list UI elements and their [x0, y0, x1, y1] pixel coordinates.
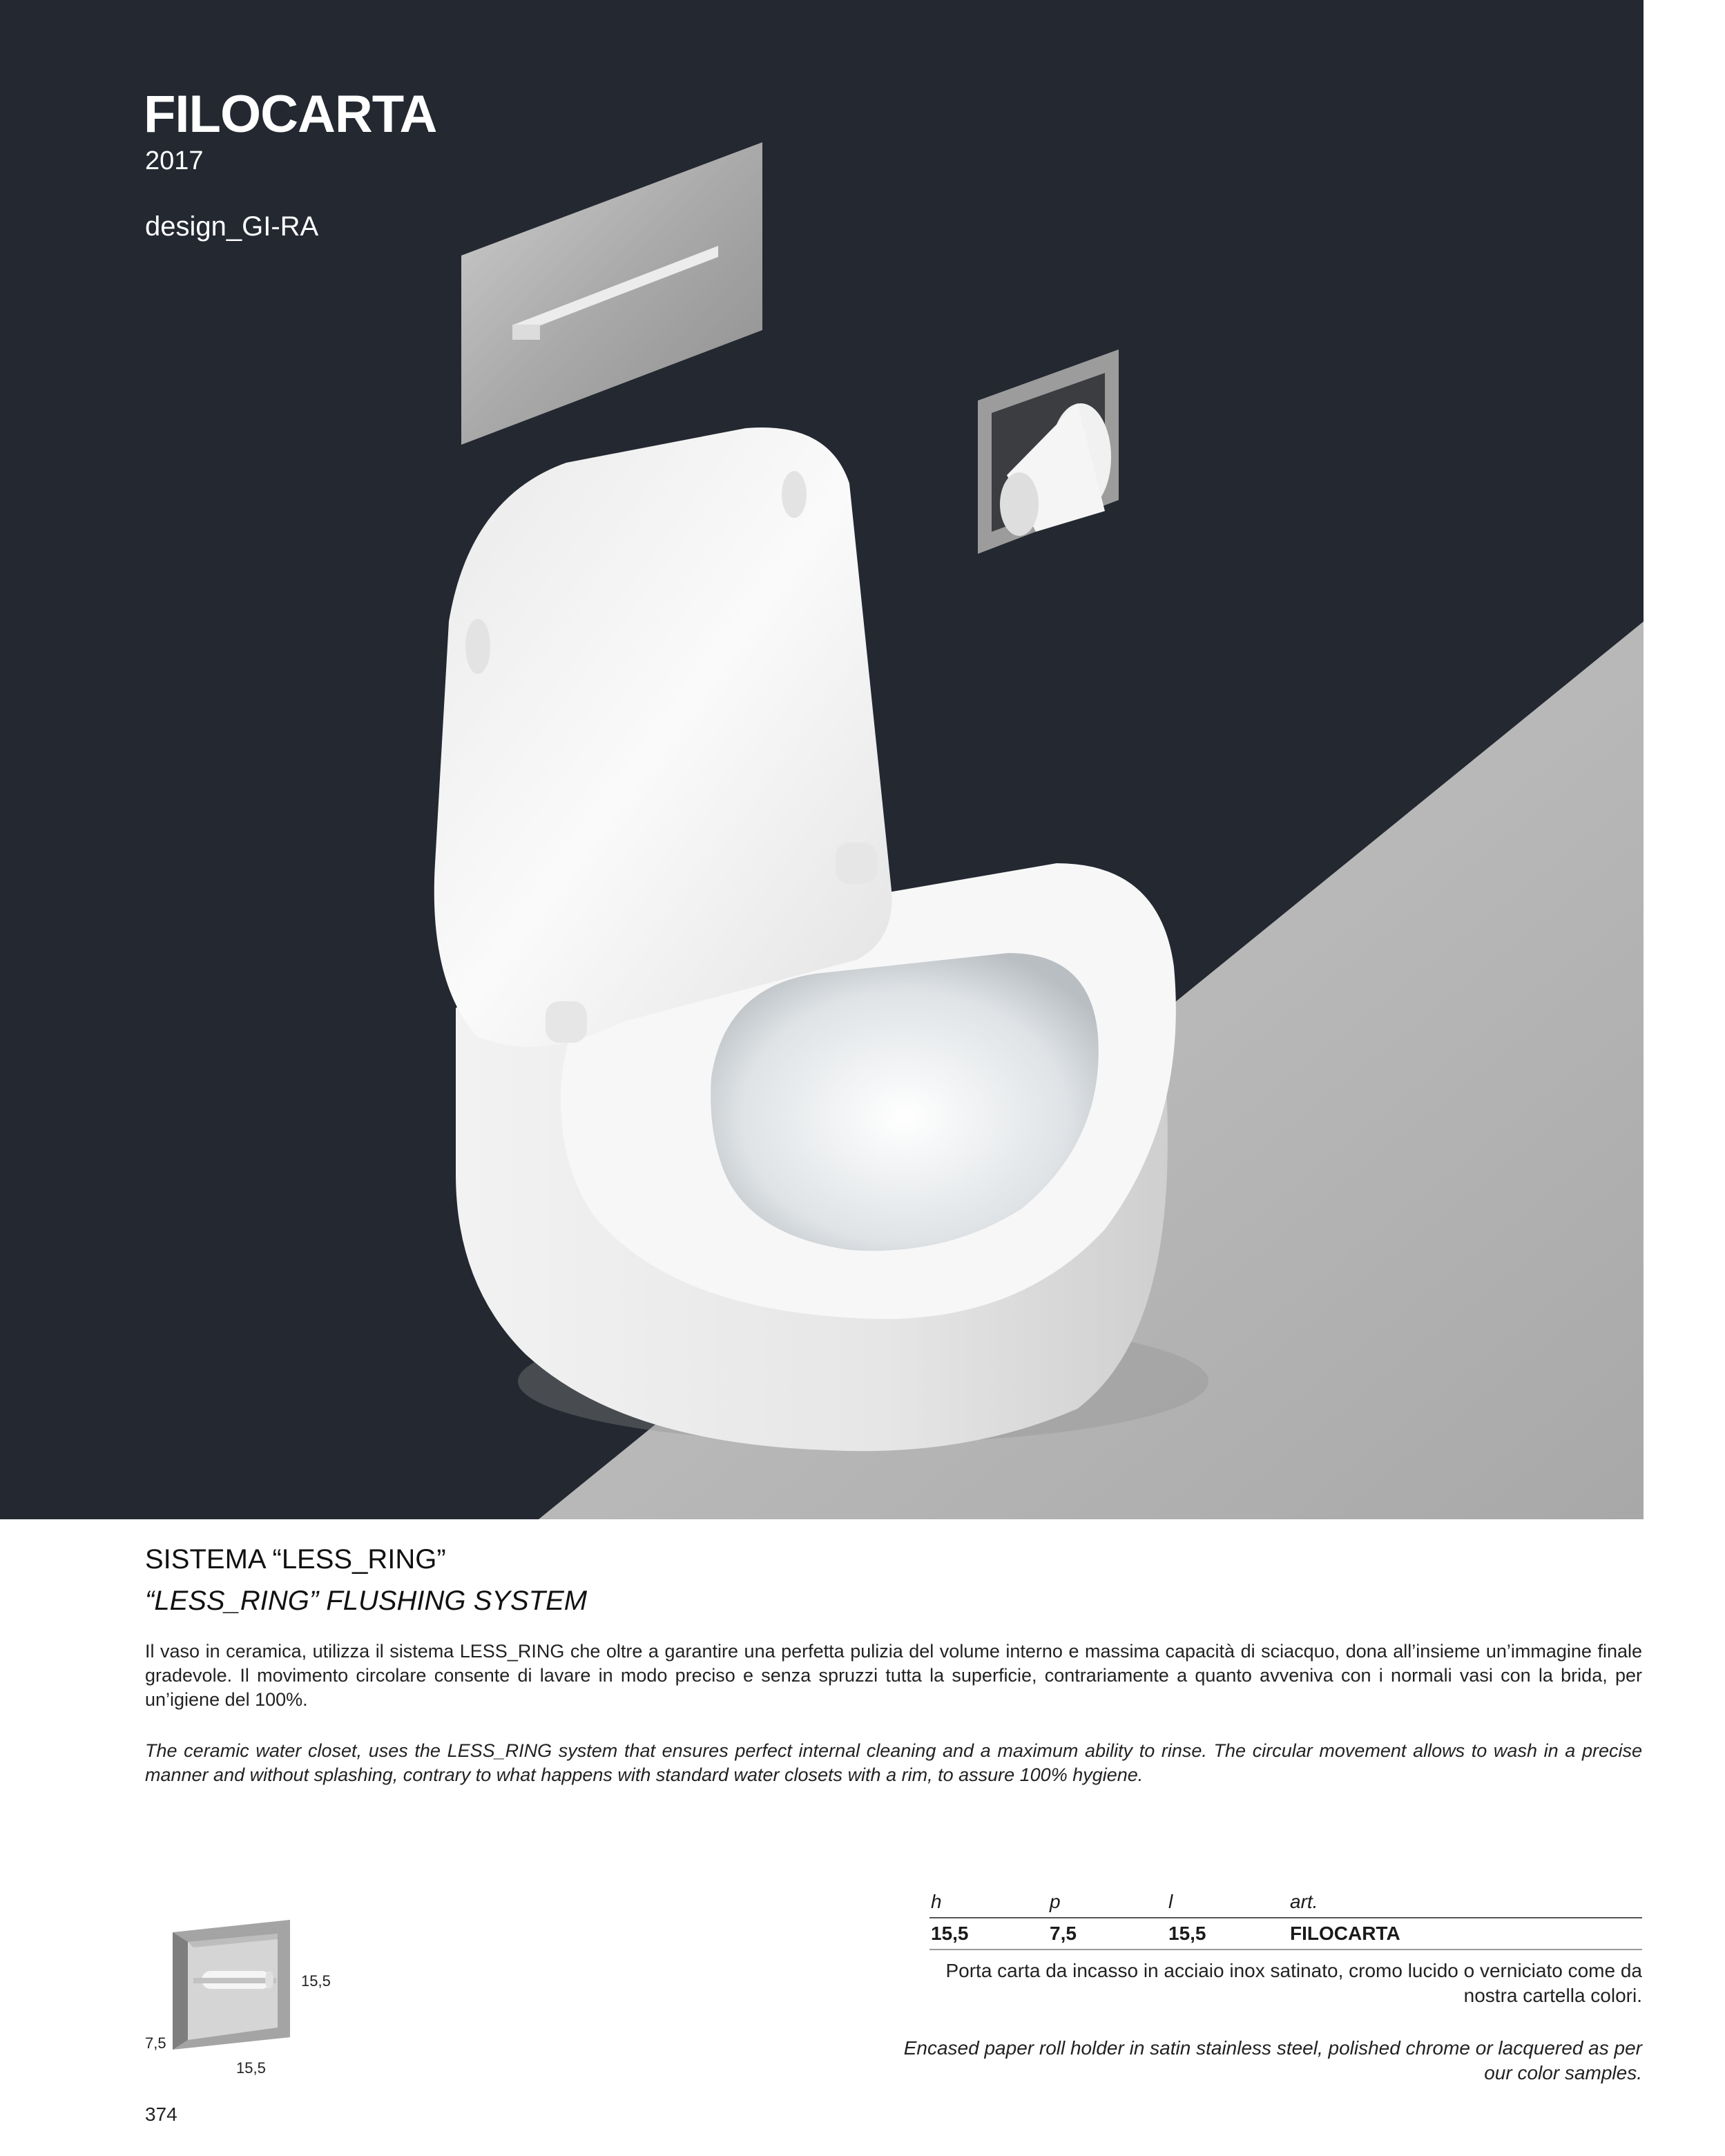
spec-cell-art: FILOCARTA: [1289, 1918, 1642, 1950]
spec-header-l: l: [1167, 1891, 1289, 1918]
page-number: 374: [145, 2104, 177, 2125]
spec-cell-h: 15,5: [929, 1918, 1048, 1950]
designer-credit: design_GI-RA: [145, 211, 319, 242]
product-title: FILOCARTA: [144, 85, 437, 144]
spec-header-h: h: [929, 1891, 1048, 1918]
paragraph-english: The ceramic water closet, uses the LESS_RING system that ensures perfect internal cleaning and a maximum ability to rinse. The circular movement allows to wash in a precise manner and without splashing, contrary to what happens with standard water closets with a rim, to assure 100% hygiene.: [145, 1740, 1642, 1785]
description-english: Encased paper roll holder in satin stainless steel, polished chrome or lacquered as per our color samples.: [903, 2037, 1642, 2083]
paragraph-italian: Il vaso in ceramica, utilizza il sistema LESS_RING che oltre a garantire una perfetta pulizia del volume interno e massima capacità di sciacquo, dona all’insieme un’immagine finale gradevole. Il movimento circolare consente di lavare in modo preciso e senza spruzzi tutta la superficie, contrariamente a quanto avveniva con i normali vasi con la brida, per un’igiene del 100%.: [145, 1641, 1642, 1710]
dim-height-label: 15,5: [301, 1972, 331, 1990]
spec-header-art: art.: [1289, 1891, 1642, 1918]
spec-table: [929, 1891, 1642, 1950]
table-row: [929, 1918, 1642, 1950]
spec-cell-l: 15,5: [1167, 1918, 1289, 1950]
section-title: SISTEMA “LESS_RING”: [145, 1544, 446, 1575]
spec-header-p: p: [1048, 1891, 1167, 1918]
spec-header-row: [929, 1891, 1642, 1918]
dim-depth-label: 7,5: [145, 2034, 166, 2052]
section-subtitle: “LESS_RING” FLUSHING SYSTEM: [145, 1586, 588, 1616]
dim-width-label: 15,5: [236, 2059, 266, 2077]
toilet-lid: [434, 427, 892, 1047]
description-italian: Porta carta da incasso in acciaio inox satinato, cromo lucido o verniciato come da nostra cartella colori.: [945, 1960, 1642, 2006]
product-year: 2017: [145, 146, 204, 175]
spec-cell-p: 7,5: [1048, 1918, 1167, 1950]
paper-holder-thumbnail: [166, 1918, 304, 2057]
